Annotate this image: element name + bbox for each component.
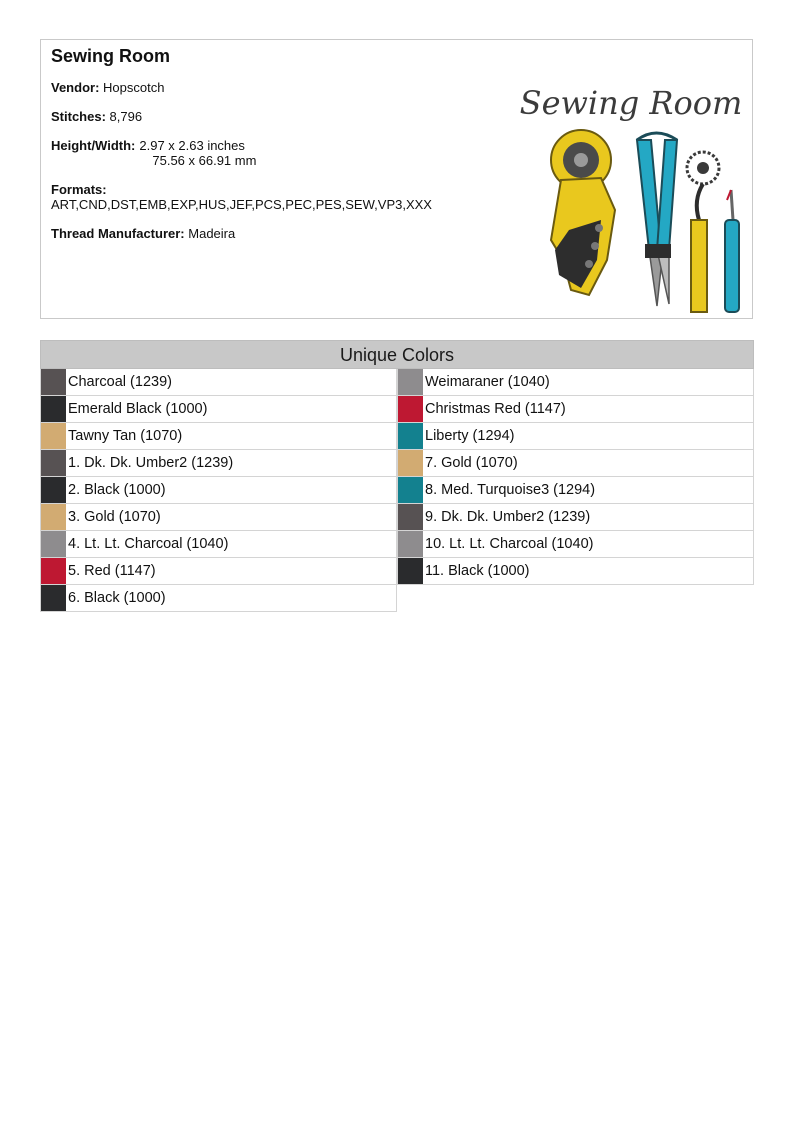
color-swatch [398,369,423,395]
snips-icon [637,133,677,306]
formats-value: ART,CND,DST,EMB,EXP,HUS,JEF,PCS,PEC,PES,SEW,VP3,XXX [51,196,432,212]
height-width-row [51,139,491,169]
color-row [397,423,754,450]
seam-ripper-icon [725,190,739,312]
height-width-mm: 75.56 x 66.91 mm [152,152,257,168]
colors-left-column [40,369,397,612]
design-image-text: Sewing Room [519,84,743,122]
height-width-inches: 2.97 x 2.63 inches [139,137,245,153]
color-swatch [398,531,423,557]
color-swatch [41,369,66,395]
vendor-label: Vendor: [51,80,100,95]
color-swatch [41,585,66,611]
color-row [40,585,397,612]
color-row [40,450,397,477]
color-swatch [41,396,66,422]
color-swatch [41,531,66,557]
stitches-label: Stitches: [51,108,106,124]
vendor-value: Hopscotch [103,80,165,95]
color-swatch [398,396,423,422]
colors-right-column [397,369,754,585]
color-row [40,558,397,585]
color-name: 1. Dk. Dk. Umber2 (1239) [68,455,234,471]
color-name: Emerald Black (1000) [68,401,208,417]
design-info-box [40,39,753,319]
design-details [51,46,491,256]
color-row [397,558,754,585]
color-row [40,423,397,450]
color-name: 10. Lt. Lt. Charcoal (1040) [425,536,594,552]
unique-colors-header: Unique Colors [40,340,754,369]
color-row [397,369,754,396]
color-row [40,504,397,531]
color-row [397,477,754,504]
color-name: 8. Med. Turquoise3 (1294) [425,482,596,498]
color-name: 11. Black (1000) [425,563,530,579]
color-name: 9. Dk. Dk. Umber2 (1239) [425,509,591,525]
color-name: 7. Gold (1070) [425,455,518,471]
color-swatch [398,450,423,476]
color-name: Tawny Tan (1070) [68,428,183,444]
design-preview-image [511,60,751,318]
color-name: Christmas Red (1147) [425,401,566,417]
color-swatch [41,450,66,476]
color-name: 2. Black (1000) [68,482,166,498]
vendor-row [51,81,491,96]
tracing-wheel-icon [687,152,719,312]
thread-row [51,227,491,242]
color-row [40,369,397,396]
unique-colors-table [40,340,754,606]
design-title: Sewing Room [51,46,171,66]
color-swatch [398,558,423,584]
color-name: 5. Red (1147) [68,563,156,579]
thread-value: Madeira [188,225,236,241]
color-row [397,531,754,558]
color-swatch [398,504,423,530]
color-name: 6. Black (1000) [68,590,166,606]
color-row [397,450,754,477]
color-row [40,396,397,423]
color-row [40,531,397,558]
color-name: Weimaraner (1040) [425,374,550,390]
color-swatch [41,477,66,503]
color-name: Liberty (1294) [425,428,515,444]
height-width-label: Height/Width: [51,137,136,153]
thread-label: Thread Manufacturer: [51,225,185,241]
color-name: Charcoal (1239) [68,374,172,390]
formats-row [51,183,491,213]
formats-label: Formats: [51,181,107,197]
color-swatch [398,477,423,503]
color-swatch [398,423,423,449]
height-width-values [139,139,256,169]
stitches-value: 8,796 [109,108,143,124]
color-swatch [41,558,66,584]
color-row [397,396,754,423]
color-swatch [41,423,66,449]
color-name: 3. Gold (1070) [68,509,161,525]
color-row [397,504,754,531]
color-swatch [41,504,66,530]
color-row [40,477,397,504]
color-name: 4. Lt. Lt. Charcoal (1040) [68,536,229,552]
rotary-cutter-icon [551,130,615,295]
stitches-row [51,110,491,125]
